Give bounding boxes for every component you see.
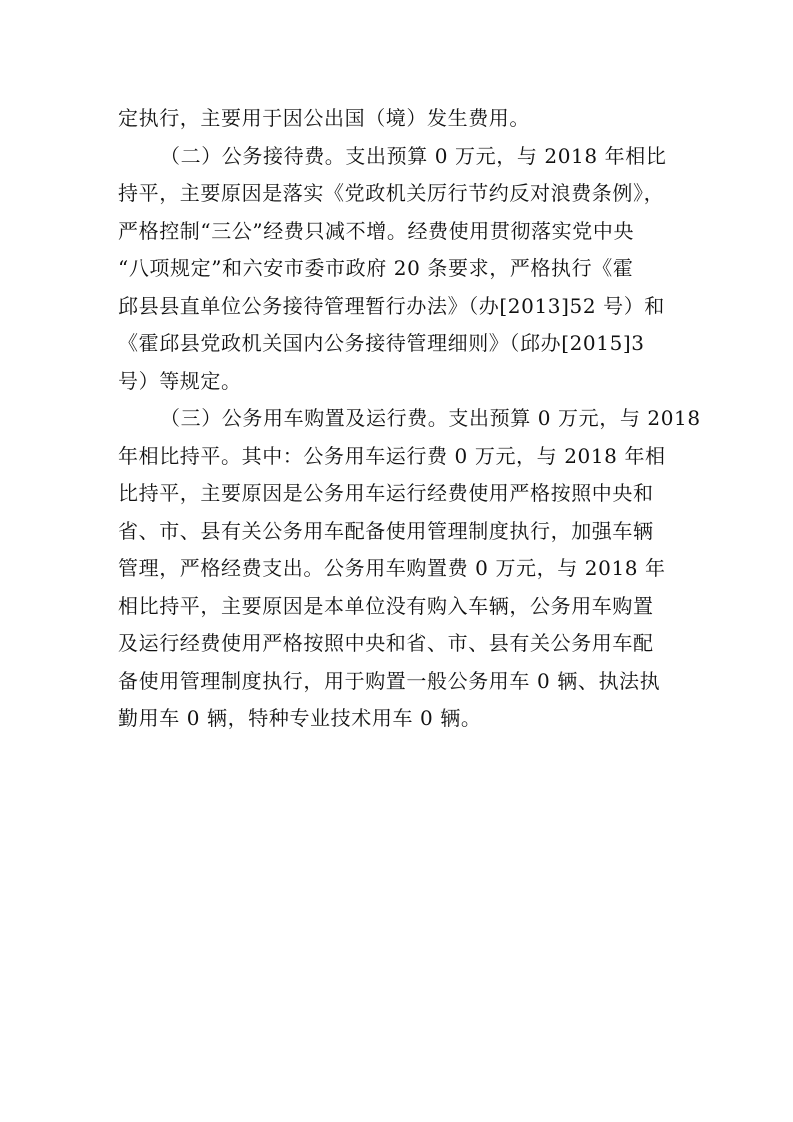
text-line: 比持平，主要原因是公务用车运行经费使用严格按照中央和	[118, 481, 654, 505]
text-line: 持平，主要原因是落实《党政机关厉行节约反对浪费条例》，	[118, 181, 665, 205]
text-line: 《霍邱县党政机关国内公务接待管理细则》（邱办[2015]3	[118, 331, 645, 355]
paragraph-official-reception	[118, 138, 678, 401]
text-line: “八项规定”和六安市委市政府 20 条要求，严格执行《霍	[118, 256, 634, 280]
document-body	[118, 100, 701, 738]
text-line: 勤用车 0 辆，特种专业技术用车 0 辆。	[118, 706, 482, 730]
text-line: 年相比持平。其中：公务用车运行费 0 万元，与 2018 年相	[118, 443, 666, 468]
text-line: 定执行，主要用于因公出国（境）发生费用。	[118, 106, 530, 130]
paragraph-official-vehicles	[118, 400, 701, 738]
text-line: 管理，严格经费支出。公务用车购置费 0 万元，与 2018 年	[118, 556, 666, 580]
text-line: （三）公务用车购置及运行费。支出预算 0 万元，与 2018	[160, 406, 701, 430]
paragraph-foreign-travel-continuation	[118, 100, 678, 138]
text-line: 省、市、县有关公务用车配备使用管理制度执行，加强车辆	[118, 518, 654, 543]
text-line: 号）等规定。	[118, 368, 242, 393]
text-line: （二）公务接待费。支出预算 0 万元，与 2018 年相比	[160, 143, 667, 168]
text-line: 及运行经费使用严格按照中央和省、市、县有关公务用车配	[118, 631, 654, 655]
text-line: 邱县县直单位公务接待管理暂行办法》（办[2013]52 号）和	[118, 293, 665, 318]
text-line: 严格控制“三公”经费只减不增。经费使用贯彻落实党中央	[118, 218, 635, 243]
text-line: 备使用管理制度执行，用于购置一般公务用车 0 辆、执法执	[118, 668, 661, 693]
text-line: 相比持平，主要原因是本单位没有购入车辆，公务用车购置	[118, 593, 654, 618]
